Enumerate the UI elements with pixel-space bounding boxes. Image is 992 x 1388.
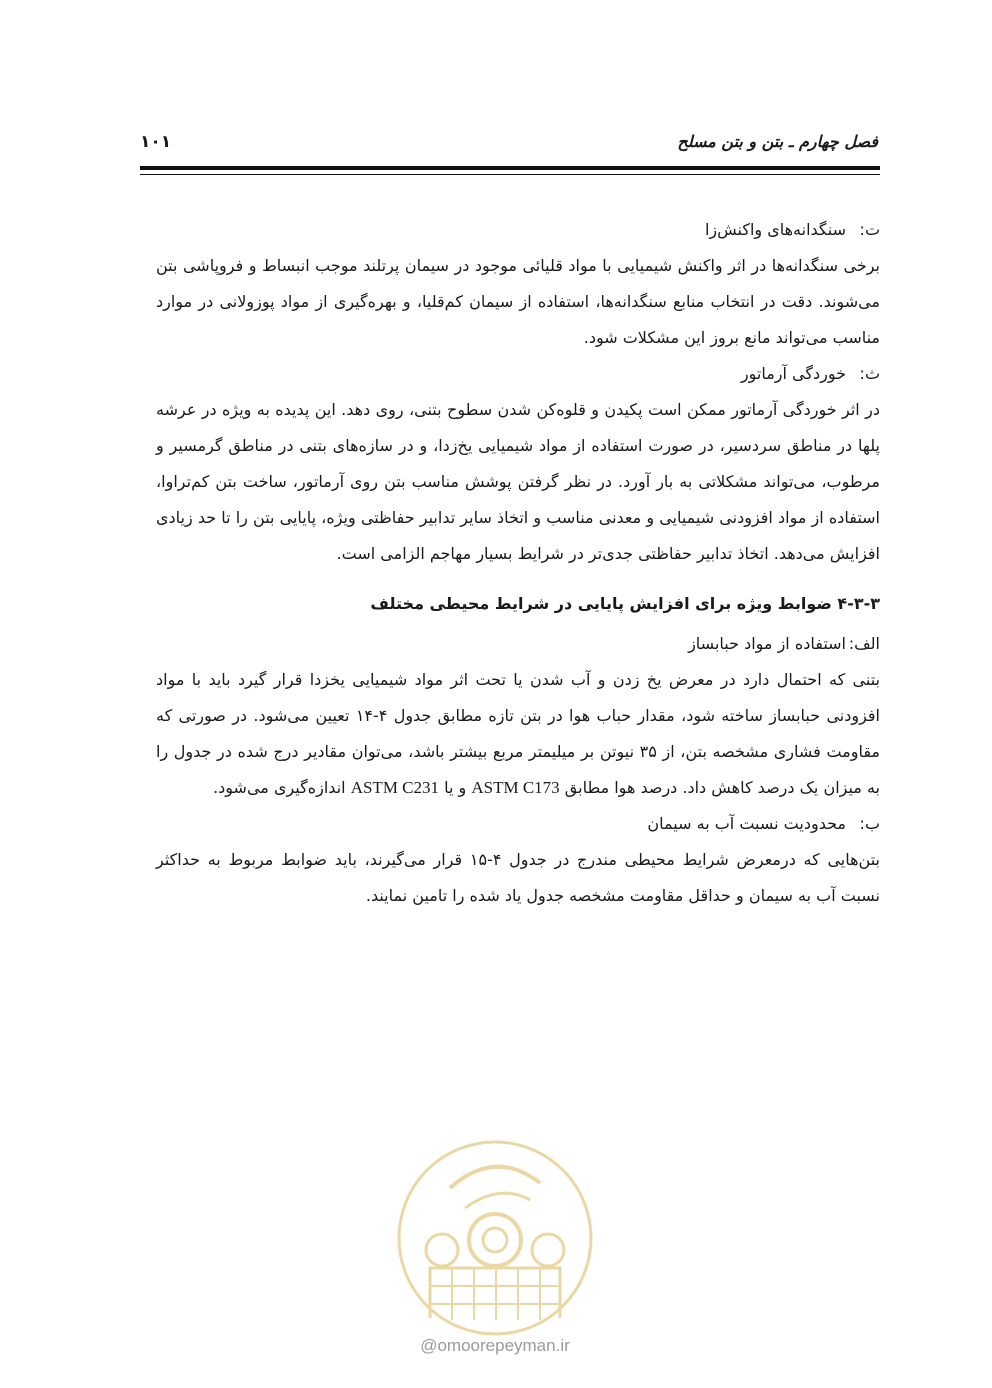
subsection-heading-text: استفاده از مواد حبابساز <box>688 634 846 653</box>
subsection-heading-text: خوردگی آرماتور <box>740 364 846 383</box>
subsection-heading-be <box>156 806 880 842</box>
watermark-url: @omoorepeyman.ir <box>420 1336 570 1355</box>
subsection-marker: ت: <box>859 220 880 239</box>
subsection-heading-t <box>156 212 880 248</box>
paragraph-rebar-corrosion: در اثر خوردگی آرماتور ممکن است پکیدن و قلوه‌کن شدن سطوح بتنی، روی دهد. این پدیده به ویژه در عرشه پلها در مناطق سردسیر، در صورت استفاده از مواد شیمیایی یخ‌زدا، و در سازه‌های بتنی در مناطق گرمسیر و مرطوب، می‌تواند مشکلاتی به بار آورد. در نظر گرفتن پوشش مناسب بتن روی آرماتور، ساخت بتن کم‌تراوا، استفاده از مواد افزودنی شیمیایی و معدنی مناسب و اتخاذ سایر تدابیر حفاظتی ویژه، پایایی بتن را تا حد زیادی افزایش می‌دهد. اتخاذ تدابیر حفاظتی جدی‌تر در شرایط بسیار مهاجم الزامی است. <box>156 400 880 563</box>
watermark-logo <box>390 1128 600 1358</box>
subsection-marker: الف: <box>848 634 880 653</box>
chapter-title: فصل چهارم ـ بتن و بتن مسلح <box>677 132 878 151</box>
subsection-heading-text: سنگدانه‌های واکنش‌زا <box>704 220 846 239</box>
page-number: ۱۰۱ <box>140 132 172 152</box>
subsection-marker: ث: <box>859 364 880 383</box>
paragraph-water-cement-ratio: بتن‌هایی که درمعرض شرایط محیطی مندرج در جدول ۴-۱۵ قرار می‌گیرند، باید ضوابط مربوط به حداکثر نسبت آب به سیمان و حداقل مقاومت مشخصه جدول یاد شده را تامین نمایند. <box>156 850 881 905</box>
paragraph-reactive-aggregates: برخی سنگدانه‌ها در اثر واکنش شیمیایی با مواد قلیائی موجود در سیمان پرتلند موجب انبساط و فروپاشی بتن می‌شوند. دقت در انتخاب منابع سنگدانه‌ها، استفاده از سیمان کم‌قلیا، و بهره‌گیری از مواد پوزولانی در موارد مناسب می‌تواند مانع بروز این مشکلات شود. <box>156 256 880 347</box>
section-title: ۴-۳-۳ ضوابط ویژه برای افزایش پایایی در شرایط محیطی مختلف <box>370 594 880 613</box>
body-content <box>156 212 880 914</box>
subsection-heading-alef <box>156 626 880 662</box>
subsection-marker: ب: <box>859 814 880 833</box>
subsection-heading-th <box>156 356 880 392</box>
standard-ref: ASTM C231 <box>350 778 440 797</box>
paragraph-text: اندازه‌گیری می‌شود. <box>213 778 346 797</box>
header-rule-thick <box>140 166 880 170</box>
standard-ref: ASTM C173 <box>471 778 560 797</box>
paragraph-air-entraining <box>156 662 880 806</box>
paragraph-text: بتنی که احتمال دارد در معرض یخ زدن و آب شدن یا تحت اثر مواد شیمیایی یخزدا قرار گیرد باید با مواد افزودنی حبابساز ساخته شود، مقدار حباب هوا در بتن تازه مطابق جدول ۴-۱۴ تعیین می‌شود. در صورتی که مقاومت فشاری مشخصه بتن، از ۳۵ نیوتن بر میلیمتر مربع بیشتر باشد، می‌توان مقادیر درج شده در جدول را به میزان یک درصد کاهش داد. درصد هوا مطابق <box>156 670 881 797</box>
header-rule-thin <box>140 174 880 175</box>
paragraph-text: و یا <box>444 778 467 797</box>
subsection-heading-text: محدودیت نسبت آب به سیمان <box>647 814 846 833</box>
